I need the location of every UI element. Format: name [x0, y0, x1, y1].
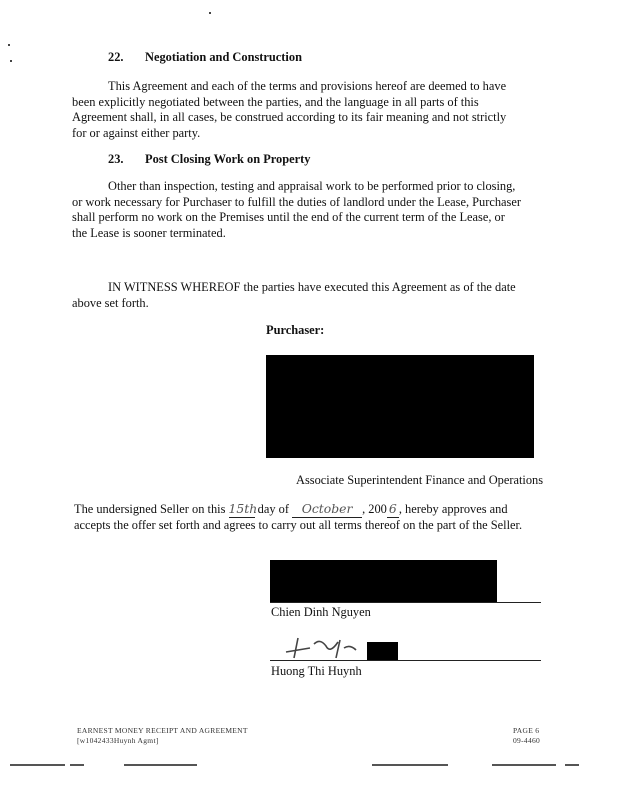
handwritten-signature-mark: [280, 634, 360, 662]
footer-document-code: 09-4460: [513, 736, 541, 745]
footer-document-reference: [w1042433Huynh Agmt]: [77, 736, 159, 745]
scan-edge-mark: [70, 764, 84, 766]
handwritten-month: October: [292, 501, 362, 518]
handwritten-day: 15th: [228, 501, 258, 516]
scan-edge-mark: [565, 764, 579, 766]
redacted-seller-signature: [367, 642, 398, 661]
seller-text-day-of: day of: [257, 502, 289, 516]
scan-edge-mark: [124, 764, 197, 766]
scan-speck: [10, 60, 12, 62]
purchaser-signer-title: Associate Superintendent Finance and Operations: [296, 473, 544, 487]
scan-edge-mark: [10, 764, 65, 766]
footer-left: [77, 726, 248, 746]
seller-acceptance-statement: [74, 501, 544, 533]
section-title: Post Closing Work on Property: [145, 152, 311, 166]
purchaser-label: Purchaser:: [266, 323, 325, 337]
seller-name-1: Chien Dinh Nguyen: [271, 605, 371, 619]
section-number: 23.: [108, 152, 124, 166]
seller-name-2: Huong Thi Huynh: [271, 664, 362, 678]
scan-edge-mark: [372, 764, 448, 766]
section-title: Negotiation and Construction: [145, 50, 302, 64]
redacted-seller-signature: [270, 560, 497, 603]
section-number: 22.: [108, 50, 124, 64]
section-22-body: This Agreement and each of the terms and provisions hereof are deemed to have been explicitly negotiated between the parties, and the language in all parts of this Agreement shall, in all cases, be construed according to its fair meaning and not strictly for or against either party.: [72, 79, 507, 140]
footer-document-title: EARNEST MONEY RECEIPT AND AGREEMENT: [77, 726, 248, 735]
seller-text-before-day: The undersigned Seller on this: [74, 502, 226, 516]
section-22-heading: [108, 50, 302, 65]
scan-edge-mark: [492, 764, 556, 766]
signature-line: [270, 602, 541, 603]
handwritten-year-digit: 6: [387, 501, 399, 518]
redacted-purchaser-signature: [266, 355, 534, 458]
seller-text-after: , hereby approves and accepts the offer set forth and agrees to carry out all terms thereof on the part of the Seller.: [74, 502, 523, 532]
section-23-heading: [108, 152, 310, 167]
signature-line: [270, 660, 541, 661]
seller-text-year-prefix: , 200: [362, 502, 387, 516]
footer-right: [513, 726, 540, 746]
section-23-body: Other than inspection, testing and appraisal work to be performed prior to closing, or work necessary for Purchaser to fulfill the duties of landlord under the Lease, Purchaser shall perform no work on the Premises until the end of the current term of the Lease, or the Lease is sooner terminated.: [72, 179, 522, 240]
scan-speck: [209, 12, 211, 14]
witness-clause: IN WITNESS WHEREOF the parties have executed this Agreement as of the date above set forth.: [72, 280, 516, 310]
footer-page-number: PAGE 6: [513, 726, 540, 735]
scan-speck: [8, 44, 10, 46]
